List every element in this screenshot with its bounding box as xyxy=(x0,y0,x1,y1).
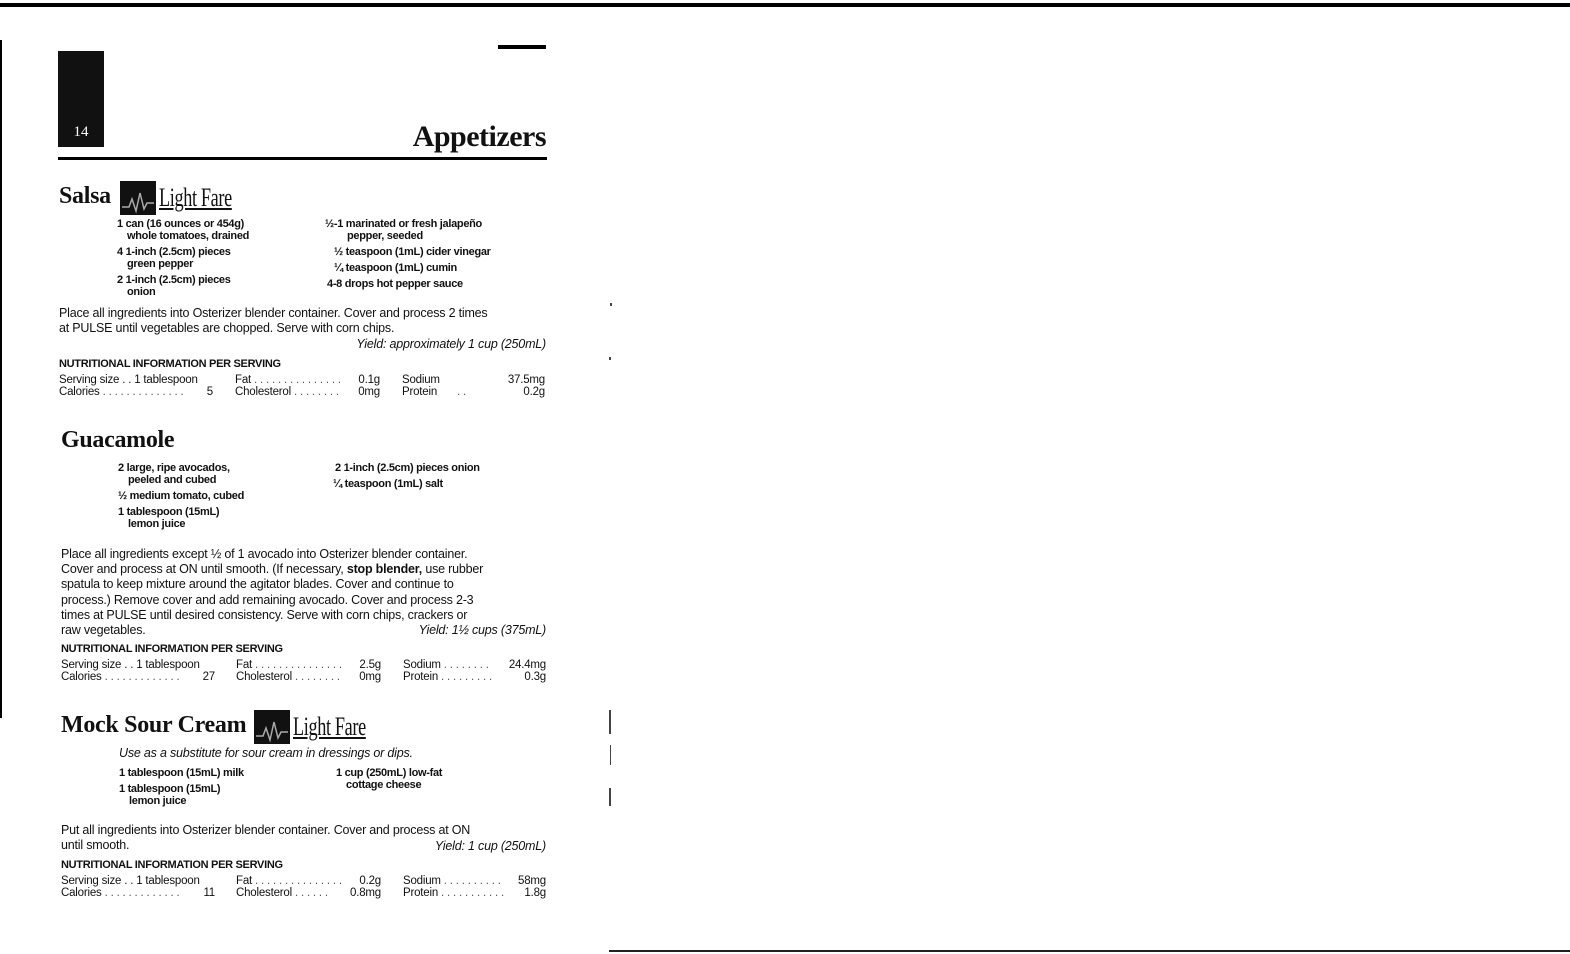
guacamole-sodium: Sodium . . . . . . . . 24.4mg xyxy=(403,659,546,671)
mock-sour-cream-ingredients-right: 1 cup (250mL) low-fat cottage cheese xyxy=(336,767,443,791)
salsa-sodium: Sodium 37.5mg xyxy=(402,374,545,386)
salsa-ingredients-left: 1 can (16 ounces or 454g) whole tomatoes, drained 4 1-inch (2.5cm) pieces green pepper 2 1-inch (2.5cm) pieces onion xyxy=(117,218,250,298)
salsa-cholesterol: Cholesterol . . . . . . . . 0mg xyxy=(235,386,380,398)
scan-speck xyxy=(610,303,612,306)
bottom-border-rule xyxy=(609,950,1570,952)
guacamole-title: Guacamole xyxy=(61,427,175,453)
mock-sour-cream-light-fare-badge xyxy=(254,710,397,744)
guacamole-fat: Fat . . . . . . . . . . . . . . . 2.5g xyxy=(236,659,381,671)
page-number: 14 xyxy=(73,124,89,140)
mock-sour-cream-sodium: Sodium . . . . . . . . . . 58mg xyxy=(403,875,546,887)
salsa-protein: Protein . . 0.2g xyxy=(402,386,545,398)
guacamole-ingredients-left: 2 large, ripe avocados, peeled and cubed ½ medium tomato, cubed 1 tablespoon (15mL) lemon juice xyxy=(118,462,245,530)
top-border-rule xyxy=(0,3,1570,7)
mock-sour-cream-yield: Yield: 1 cup (250mL) xyxy=(434,839,546,853)
guacamole-ingredients-right: 2 1-inch (2.5cm) pieces onion ¼ teaspoon (1mL) salt xyxy=(333,462,480,490)
salsa-nutrition-heading: NUTRITIONAL INFORMATION PER SERVING xyxy=(59,358,281,370)
guacamole-cholesterol: Cholesterol . . . . . . . . 0mg xyxy=(236,671,381,683)
mock-sour-cream-nutrition-heading: NUTRITIONAL INFORMATION PER SERVING xyxy=(61,859,283,871)
light-fare-label: Light Fare xyxy=(159,183,232,212)
header-rule xyxy=(58,157,547,160)
mock-sour-cream-protein: Protein . . . . . . . . . . . 1.8g xyxy=(403,887,546,899)
salsa-light-fare-badge xyxy=(120,181,263,215)
mock-sour-cream-serving-size: Serving size . . 1 tablespoon xyxy=(61,875,200,887)
scan-speck xyxy=(609,788,611,806)
section-title: Appetizers xyxy=(412,120,546,153)
corner-mark xyxy=(498,45,546,49)
salsa-ingredients-right: ½-1 marinated or fresh jalapeño pepper, seeded ½ teaspoon (1mL) cider vinegar ¼ teaspoon (1mL) cumin 4-8 drops hot pepper sauce xyxy=(325,218,491,290)
mock-sour-cream-ingredients-left: 1 tablespoon (15mL) milk 1 tablespoon (15mL) lemon juice xyxy=(119,767,244,807)
scan-speck xyxy=(609,357,611,360)
stop-blender-emphasis: stop blender, xyxy=(346,562,423,577)
mock-sour-cream-directions: Put all ingredients into Osterizer blender container. Cover and process at ON until smooth. xyxy=(61,823,471,853)
mock-sour-cream-note: Use as a substitute for sour cream in dressings or dips. xyxy=(119,746,413,760)
scan-speck xyxy=(609,710,611,734)
heartbeat-icon xyxy=(120,181,156,215)
guacamole-directions: Place all ingredients except ½ of 1 avocado into Osterizer blender container. Cover and process at ON until smooth. (If necessary, stop blender, use rubber spatula to keep mixture around the agitator blades. Cover and continue to process.) Remove cover and add remaining avocado. Cover and process 2-3 times at PULSE until desired consistency. Serve with corn chips, crackers or raw vegetables. xyxy=(61,547,484,638)
salsa-fat: Fat . . . . . . . . . . . . . . . 0.1g xyxy=(235,374,380,386)
mock-sour-cream-fat: Fat . . . . . . . . . . . . . . . 0.2g xyxy=(236,875,381,887)
salsa-calories: Calories . . . . . . . . . . . . . . 5 xyxy=(59,386,213,398)
guacamole-yield: Yield: 1½ cups (375mL) xyxy=(418,623,546,637)
guacamole-calories: Calories . . . . . . . . . . . . . 27 xyxy=(61,671,215,683)
salsa-title: Salsa xyxy=(59,183,111,209)
left-border-rule xyxy=(0,40,2,718)
light-fare-label: Light Fare xyxy=(293,712,366,741)
guacamole-protein: Protein . . . . . . . . . 0.3g xyxy=(403,671,546,683)
page-number-tab xyxy=(58,51,104,147)
mock-sour-cream-title: Mock Sour Cream xyxy=(61,712,247,738)
scan-speck xyxy=(610,745,611,765)
salsa-directions: Place all ingredients into Osterizer blender container. Cover and process 2 times at PULSE until vegetables are chopped. Serve with corn chips. xyxy=(59,306,488,336)
salsa-yield: Yield: approximately 1 cup (250mL) xyxy=(356,337,546,351)
mock-sour-cream-cholesterol: Cholesterol . . . . . . 0.8mg xyxy=(236,887,381,899)
guacamole-nutrition-heading: NUTRITIONAL INFORMATION PER SERVING xyxy=(61,643,283,655)
salsa-serving-size: Serving size . . 1 tablespoon xyxy=(59,374,198,386)
heartbeat-icon xyxy=(254,710,290,744)
guacamole-serving-size: Serving size . . 1 tablespoon xyxy=(61,659,200,671)
mock-sour-cream-calories: Calories . . . . . . . . . . . . . 11 xyxy=(61,887,215,899)
